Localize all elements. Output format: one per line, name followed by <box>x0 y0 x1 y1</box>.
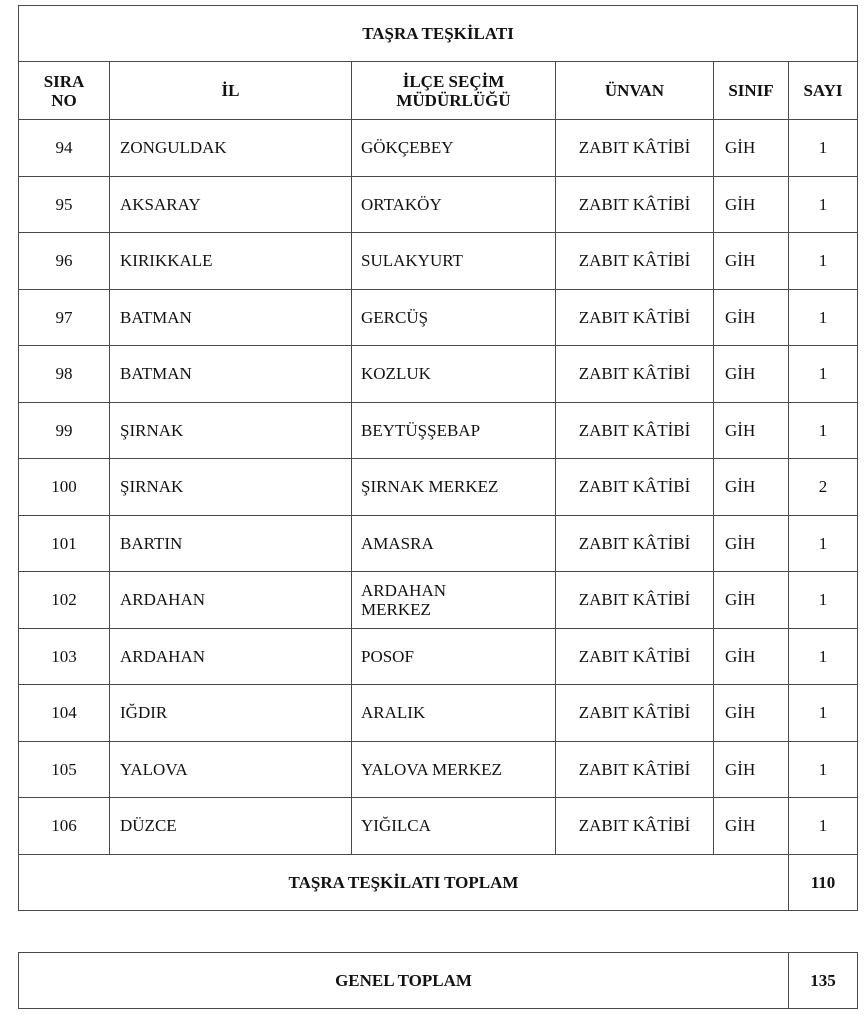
header-il: İL <box>110 62 352 120</box>
cell-unvan: ZABIT KÂTİBİ <box>556 572 714 629</box>
cell-sayi: 1 <box>789 402 858 459</box>
cell-unvan: ZABIT KÂTİBİ <box>556 120 714 177</box>
cell-unvan: ZABIT KÂTİBİ <box>556 685 714 742</box>
table-row <box>19 572 858 629</box>
cell-sinif: GİH <box>714 515 789 572</box>
cell-il: BATMAN <box>110 289 352 346</box>
cell-sira-no: 94 <box>19 120 110 177</box>
cell-sinif: GİH <box>714 176 789 233</box>
section-total-label: TAŞRA TEŞKİLATI TOPLAM <box>19 854 789 910</box>
cell-sayi: 1 <box>789 120 858 177</box>
header-sira-no <box>19 62 110 120</box>
column-header-row <box>19 62 858 120</box>
cell-sinif: GİH <box>714 289 789 346</box>
cell-ilce-line2: MERKEZ <box>361 599 431 619</box>
cell-sira-no: 95 <box>19 176 110 233</box>
cell-ilce: YIĞILCA <box>352 798 556 855</box>
cell-unvan: ZABIT KÂTİBİ <box>556 741 714 798</box>
cell-il: BATMAN <box>110 346 352 403</box>
cell-unvan: ZABIT KÂTİBİ <box>556 233 714 290</box>
cell-sinif: GİH <box>714 233 789 290</box>
table-row <box>19 233 858 290</box>
cell-unvan: ZABIT KÂTİBİ <box>556 798 714 855</box>
table-row <box>19 346 858 403</box>
cell-sira-no: 96 <box>19 233 110 290</box>
cell-il: BARTIN <box>110 515 352 572</box>
cell-sinif: GİH <box>714 798 789 855</box>
table-row <box>19 628 858 685</box>
grand-total-row <box>19 953 858 1009</box>
cell-ilce: GERCÜŞ <box>352 289 556 346</box>
cell-ilce: YALOVA MERKEZ <box>352 741 556 798</box>
cell-sayi: 1 <box>789 685 858 742</box>
cell-ilce: BEYTÜŞŞEBAP <box>352 402 556 459</box>
cell-il: KIRIKKALE <box>110 233 352 290</box>
cell-il: DÜZCE <box>110 798 352 855</box>
cell-sayi: 1 <box>789 572 858 629</box>
table-row <box>19 176 858 233</box>
cell-sira-no: 105 <box>19 741 110 798</box>
header-unvan: ÜNVAN <box>556 62 714 120</box>
table-row <box>19 289 858 346</box>
table-row <box>19 120 858 177</box>
cell-il: ARDAHAN <box>110 572 352 629</box>
cell-unvan: ZABIT KÂTİBİ <box>556 515 714 572</box>
cell-il: ARDAHAN <box>110 628 352 685</box>
cell-sayi: 1 <box>789 289 858 346</box>
cell-sayi: 1 <box>789 628 858 685</box>
cell-il: ŞIRNAK <box>110 459 352 516</box>
cell-sira-no: 104 <box>19 685 110 742</box>
cell-sira-no: 102 <box>19 572 110 629</box>
cell-unvan: ZABIT KÂTİBİ <box>556 402 714 459</box>
cell-ilce: ARALIK <box>352 685 556 742</box>
cell-sinif: GİH <box>714 120 789 177</box>
cell-ilce: GÖKÇEBEY <box>352 120 556 177</box>
cell-sayi: 1 <box>789 233 858 290</box>
section-title-row <box>19 6 858 62</box>
cell-sinif: GİH <box>714 628 789 685</box>
cell-sira-no: 101 <box>19 515 110 572</box>
cell-ilce: ORTAKÖY <box>352 176 556 233</box>
cell-sinif: GİH <box>714 459 789 516</box>
cell-sayi: 1 <box>789 176 858 233</box>
header-ilce-line2: MÜDÜRLÜĞÜ <box>396 90 511 110</box>
cell-il: YALOVA <box>110 741 352 798</box>
cell-unvan: ZABIT KÂTİBİ <box>556 176 714 233</box>
table-row <box>19 402 858 459</box>
cell-sira-no: 103 <box>19 628 110 685</box>
header-sinif: SINIF <box>714 62 789 120</box>
cell-il: ZONGULDAK <box>110 120 352 177</box>
cell-unvan: ZABIT KÂTİBİ <box>556 346 714 403</box>
cell-sayi: 1 <box>789 515 858 572</box>
cell-unvan: ZABIT KÂTİBİ <box>556 289 714 346</box>
header-sayi: SAYI <box>789 62 858 120</box>
grand-total-label: GENEL TOPLAM <box>19 953 789 1009</box>
cell-sinif: GİH <box>714 346 789 403</box>
table-row <box>19 741 858 798</box>
table-row <box>19 685 858 742</box>
cell-sira-no: 100 <box>19 459 110 516</box>
header-sira-no-line1: SIRA <box>43 71 85 91</box>
table-row <box>19 798 858 855</box>
cell-sira-no: 97 <box>19 289 110 346</box>
cell-sira-no: 106 <box>19 798 110 855</box>
cell-ilce <box>352 572 556 629</box>
header-sira-no-line2: NO <box>51 90 77 110</box>
section-total-row <box>19 854 858 910</box>
cell-sayi: 1 <box>789 741 858 798</box>
table-row <box>19 459 858 516</box>
cell-sinif: GİH <box>714 402 789 459</box>
cell-sayi: 1 <box>789 346 858 403</box>
cell-unvan: ZABIT KÂTİBİ <box>556 628 714 685</box>
cell-il: ŞIRNAK <box>110 402 352 459</box>
cell-ilce: ŞIRNAK MERKEZ <box>352 459 556 516</box>
cell-sayi: 1 <box>789 798 858 855</box>
cell-il: AKSARAY <box>110 176 352 233</box>
cell-unvan: ZABIT KÂTİBİ <box>556 459 714 516</box>
table-row <box>19 515 858 572</box>
cell-ilce: SULAKYURT <box>352 233 556 290</box>
cell-sinif: GİH <box>714 572 789 629</box>
cell-sira-no: 98 <box>19 346 110 403</box>
cell-il: IĞDIR <box>110 685 352 742</box>
section-total-value: 110 <box>789 854 858 910</box>
header-ilce-line1: İLÇE SEÇİM <box>402 71 505 91</box>
cell-ilce: AMASRA <box>352 515 556 572</box>
tasra-teskilati-table <box>18 5 858 911</box>
cell-ilce: POSOF <box>352 628 556 685</box>
grand-total-value: 135 <box>789 953 858 1009</box>
cell-sinif: GİH <box>714 741 789 798</box>
cell-ilce-line1: ARDAHAN <box>361 580 446 600</box>
grand-total-table <box>18 952 858 1009</box>
cell-sayi: 2 <box>789 459 858 516</box>
cell-sinif: GİH <box>714 685 789 742</box>
cell-ilce: KOZLUK <box>352 346 556 403</box>
cell-sira-no: 99 <box>19 402 110 459</box>
section-title: TAŞRA TEŞKİLATI <box>19 6 858 62</box>
header-ilce <box>352 62 556 120</box>
